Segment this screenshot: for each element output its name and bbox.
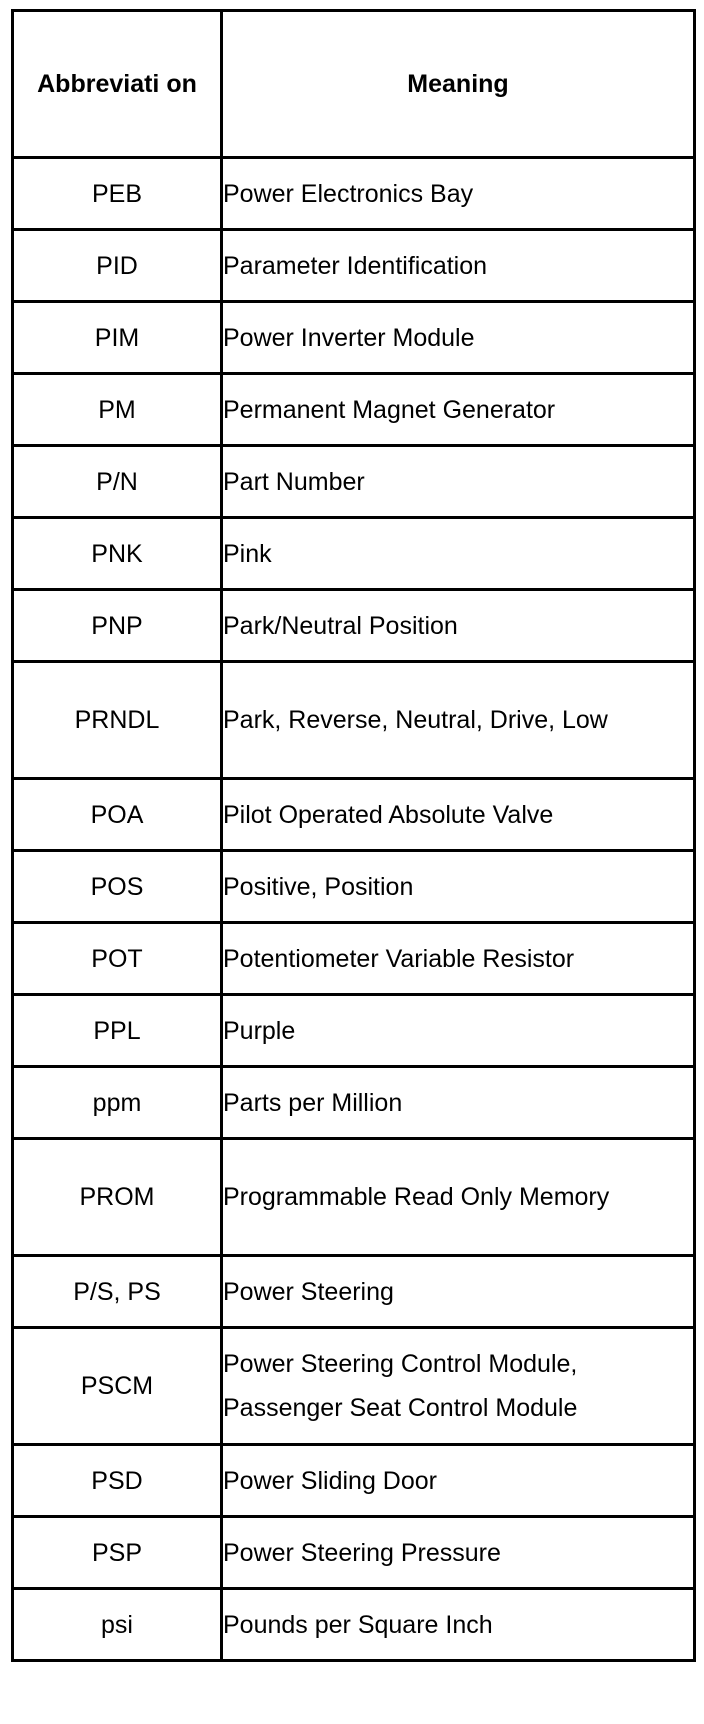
abbreviation-cell: PNK <box>13 518 222 590</box>
meaning-cell: Parameter Identification <box>222 230 695 302</box>
abbreviation-cell: PSP <box>13 1517 222 1589</box>
table-row <box>13 302 695 374</box>
table-row <box>13 1256 695 1328</box>
table-row <box>13 230 695 302</box>
table-row <box>13 995 695 1067</box>
table-row <box>13 779 695 851</box>
meaning-cell: Power Steering Control Module, Passenger Seat Control Module <box>222 1328 695 1445</box>
table-row <box>13 923 695 995</box>
meaning-cell: Power Inverter Module <box>222 302 695 374</box>
abbreviation-table <box>11 9 696 1662</box>
meaning-cell: Parts per Million <box>222 1067 695 1139</box>
meaning-cell: Programmable Read Only Memory <box>222 1139 695 1256</box>
meaning-cell: Power Sliding Door <box>222 1445 695 1517</box>
abbreviation-cell: PEB <box>13 158 222 230</box>
meaning-cell: Permanent Magnet Generator <box>222 374 695 446</box>
abbreviation-cell: PSCM <box>13 1328 222 1445</box>
abbreviation-cell: psi <box>13 1589 222 1661</box>
abbreviation-cell: PRNDL <box>13 662 222 779</box>
meaning-cell: Power Steering Pressure <box>222 1517 695 1589</box>
meaning-cell: Pilot Operated Absolute Valve <box>222 779 695 851</box>
abbreviation-cell: PPL <box>13 995 222 1067</box>
meaning-cell: Park, Reverse, Neutral, Drive, Low <box>222 662 695 779</box>
table-row <box>13 374 695 446</box>
meaning-cell: Potentiometer Variable Resistor <box>222 923 695 995</box>
abbreviation-cell: PNP <box>13 590 222 662</box>
meaning-cell: Pounds per Square Inch <box>222 1589 695 1661</box>
table-row <box>13 1328 695 1445</box>
table-row <box>13 851 695 923</box>
abbreviation-cell: P/S, PS <box>13 1256 222 1328</box>
column-header-abbreviation: Abbreviati on <box>13 11 222 158</box>
abbreviation-cell: PROM <box>13 1139 222 1256</box>
abbreviation-cell: PM <box>13 374 222 446</box>
table-row <box>13 1139 695 1256</box>
abbreviation-cell: P/N <box>13 446 222 518</box>
abbreviation-cell: POA <box>13 779 222 851</box>
abbreviation-cell: POS <box>13 851 222 923</box>
meaning-cell: Power Steering <box>222 1256 695 1328</box>
table-row <box>13 158 695 230</box>
table-row <box>13 1589 695 1661</box>
table-row <box>13 662 695 779</box>
meaning-cell: Park/Neutral Position <box>222 590 695 662</box>
table-row <box>13 446 695 518</box>
table-row <box>13 1517 695 1589</box>
table-row <box>13 518 695 590</box>
abbreviation-cell: PSD <box>13 1445 222 1517</box>
table-row <box>13 1445 695 1517</box>
table-row <box>13 1067 695 1139</box>
meaning-cell: Pink <box>222 518 695 590</box>
table-header-row <box>13 11 695 158</box>
meaning-cell: Part Number <box>222 446 695 518</box>
abbreviation-cell: ppm <box>13 1067 222 1139</box>
abbreviation-cell: PID <box>13 230 222 302</box>
abbreviation-cell: PIM <box>13 302 222 374</box>
meaning-cell: Positive, Position <box>222 851 695 923</box>
meaning-cell: Purple <box>222 995 695 1067</box>
table-row <box>13 590 695 662</box>
meaning-cell: Power Electronics Bay <box>222 158 695 230</box>
abbreviation-cell: POT <box>13 923 222 995</box>
column-header-meaning: Meaning <box>222 11 695 158</box>
